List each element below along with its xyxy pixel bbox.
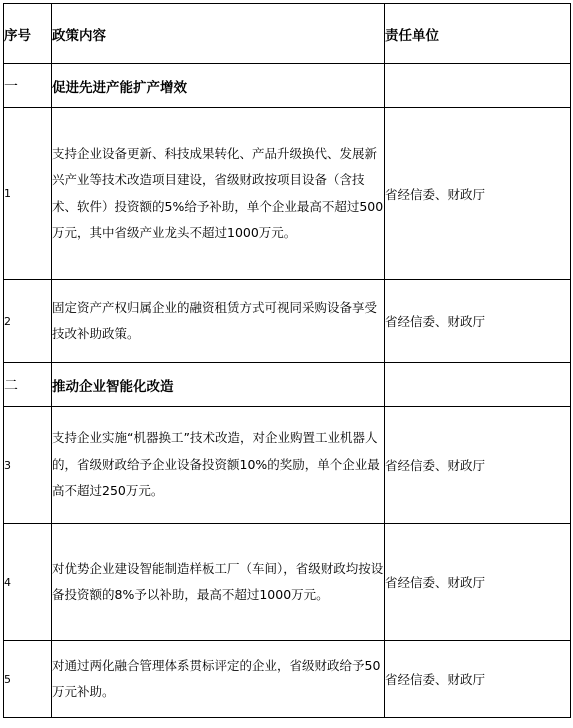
row-number: 3 <box>4 407 52 524</box>
row-unit: 省经信委、财政厅 <box>385 280 571 363</box>
row-unit: 省经信委、财政厅 <box>385 108 571 280</box>
section-number: 二 <box>4 363 52 407</box>
row-number: 4 <box>4 524 52 641</box>
header-serial-number: 序号 <box>4 4 52 64</box>
row-number: 5 <box>4 641 52 718</box>
row-content: 对通过两化融合管理体系贯标评定的企业，省级财政给予50万元补助。 <box>52 641 385 718</box>
row-number: 2 <box>4 280 52 363</box>
row-unit: 省经信委、财政厅 <box>385 524 571 641</box>
table-row <box>4 407 571 524</box>
table-row <box>4 641 571 718</box>
row-number: 1 <box>4 108 52 280</box>
row-content: 支持企业实施“机器换工”技术改造，对企业购置工业机器人的，省级财政给予企业设备投资额10%的奖励，单个企业最高不超过250万元。 <box>52 407 385 524</box>
policy-table <box>3 3 571 718</box>
row-content: 对优势企业建设智能制造样板工厂（车间），省级财政均按设备投资额的8%予以补助，最高不超过1000万元。 <box>52 524 385 641</box>
header-policy-content: 政策内容 <box>52 4 385 64</box>
table-row <box>4 524 571 641</box>
table-row <box>4 108 571 280</box>
empty-cell <box>385 64 571 108</box>
row-unit: 省经信委、财政厅 <box>385 641 571 718</box>
table-header-row <box>4 4 571 64</box>
row-unit: 省经信委、财政厅 <box>385 407 571 524</box>
table-row <box>4 280 571 363</box>
row-content: 支持企业设备更新、科技成果转化、产品升级换代、发展新兴产业等技术改造项目建设，省级财政按项目设备（含技术、软件）投资额的5%给予补助，单个企业最高不超过500万元，其中省级产业龙头不超过1000万元。 <box>52 108 385 280</box>
section-row <box>4 363 571 407</box>
section-title: 推动企业智能化改造 <box>52 363 385 407</box>
empty-cell <box>385 363 571 407</box>
section-row <box>4 64 571 108</box>
section-title: 促进先进产能扩产增效 <box>52 64 385 108</box>
header-responsible-unit: 责任单位 <box>385 4 571 64</box>
row-content: 固定资产产权归属企业的融资租赁方式可视同采购设备享受技改补助政策。 <box>52 280 385 363</box>
section-number: 一 <box>4 64 52 108</box>
